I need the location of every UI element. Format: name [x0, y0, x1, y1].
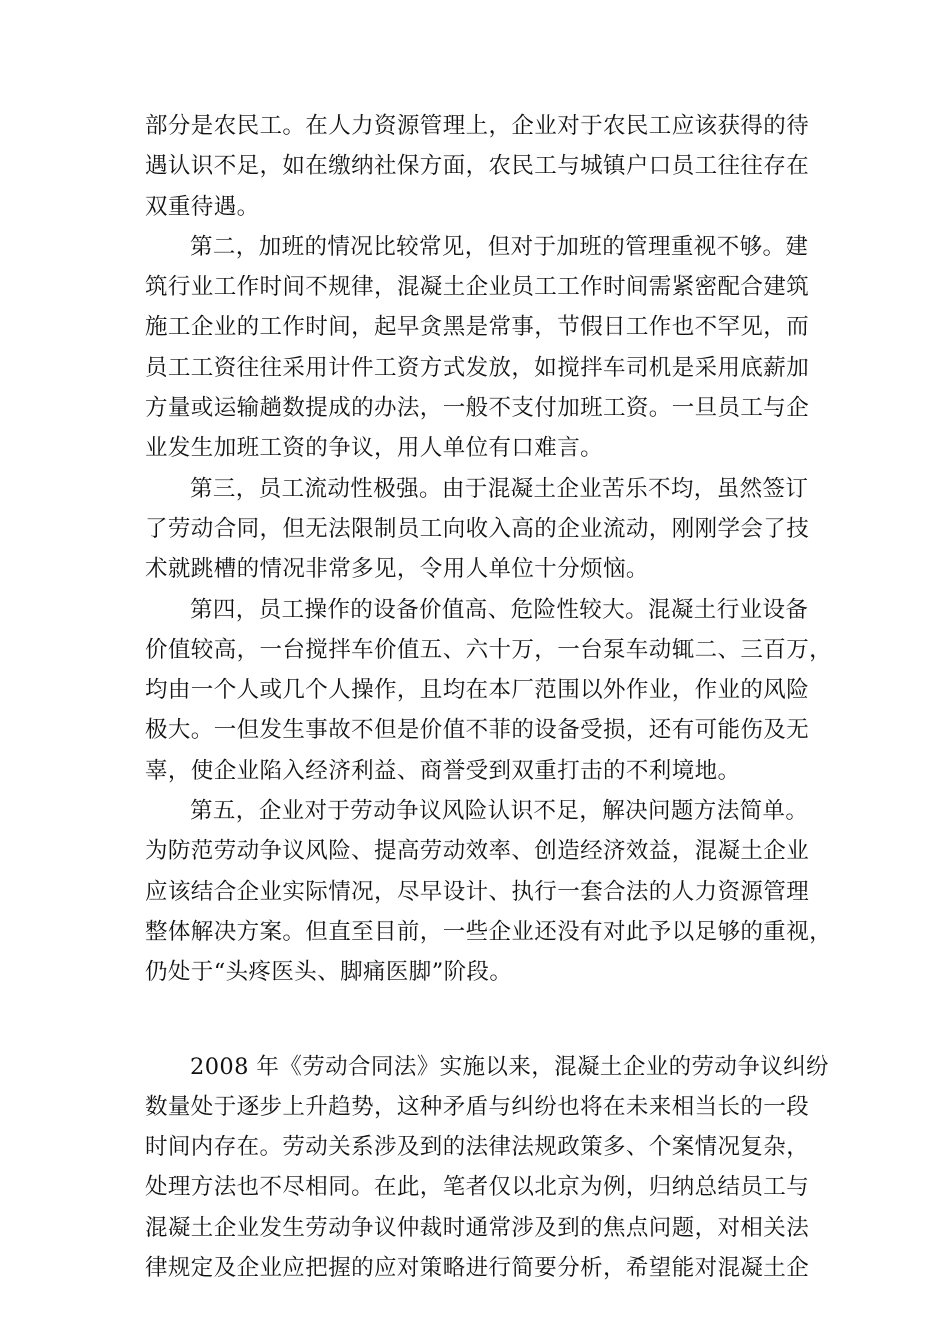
- text-line: 施工企业的工作时间，起早贪黑是常事，节假日工作也不罕见，而: [145, 314, 810, 341]
- text-line: 第二，加班的情况比较常见，但对于加班的管理重视不够。建: [190, 233, 809, 260]
- text-line: 为防范劳动争议风险、提高劳动效率、创造经济效益，混凝土企业: [145, 838, 810, 865]
- text-line: 业发生加班工资的争议，用人单位有口难言。: [145, 435, 604, 462]
- text-line: 第四，员工操作的设备价值高、危险性较大。混凝土行业设备: [190, 596, 809, 623]
- text-line: 部分是农民工。在人力资源管理上，企业对于农民工应该获得的待: [145, 113, 810, 139]
- document-body: [145, 106, 833, 1288]
- text-line: 了劳动合同，但无法限制员工向收入高的企业流动，刚刚学会了技: [145, 515, 810, 542]
- text-line: 2008 年《劳动合同法》实施以来，混凝土企业的劳动争议纠纷: [190, 1053, 829, 1080]
- paragraph-spacer: [145, 993, 811, 1047]
- paragraph: [145, 227, 811, 469]
- text-line: 整体解决方案。但直至目前，一些企业还没有对此予以足够的重视，: [145, 918, 833, 945]
- text-line: 方量或运输趟数提成的办法，一般不支付加班工资。一旦员工与企: [145, 395, 810, 422]
- text-line: 遇认识不足，如在缴纳社保方面，农民工与城镇户口员工往往存在: [145, 153, 810, 180]
- text-line: 时间内存在。劳动关系涉及到的法律法规政策多、个案情况复杂，: [145, 1134, 810, 1161]
- text-line: 第三，员工流动性极强。由于混凝土企业苦乐不均，虽然签订: [190, 475, 809, 502]
- text-line: 均由一个人或几个人操作，且均在本厂范围以外作业，作业的风险: [145, 677, 810, 704]
- text-line: 价值较高，一台搅拌车价值五、六十万，一台泵车动辄二、三百万，: [145, 636, 833, 663]
- text-line: 应该结合企业实际情况，尽早设计、执行一套合法的人力资源管理: [145, 878, 810, 905]
- text-line: 混凝土企业发生劳动争议仲裁时通常涉及到的焦点问题，对相关法: [145, 1214, 810, 1241]
- paragraph: [145, 1047, 829, 1289]
- paragraph: [145, 469, 811, 590]
- text-line: 处理方法也不尽相同。在此，笔者仅以北京为例，归纳总结员工与: [145, 1174, 810, 1201]
- text-line: 数量处于逐步上升趋势，这种矛盾与纠纷也将在未来相当长的一段: [145, 1093, 810, 1120]
- text-line: 筑行业工作时间不规律，混凝土企业员工工作时间需紧密配合建筑: [145, 274, 810, 301]
- text-line: 第五，企业对于劳动争议风险认识不足，解决问题方法简单。: [190, 798, 809, 825]
- text-line: 员工工资往往采用计件工资方式发放，如搅拌车司机是采用底薪加: [145, 354, 810, 381]
- paragraph: [145, 791, 833, 992]
- text-line: 律规定及企业应把握的应对策略进行简要分析，希望能对混凝土企: [145, 1255, 810, 1282]
- text-line: 术就跳槽的情况非常多见，令用人单位十分烦恼。: [145, 556, 649, 583]
- text-line: 辜，使企业陷入经济利益、商誉受到双重打击的不利境地。: [145, 757, 741, 784]
- paragraph: [145, 590, 833, 791]
- text-line: 极大。一但发生事故不但是价值不菲的设备受损，还有可能伤及无: [145, 717, 810, 744]
- text-line: 双重待遇。: [145, 193, 260, 220]
- paragraph: [145, 106, 811, 227]
- text-line: 仍处于“头疼医头、脚痛医脚”阶段。: [145, 959, 513, 986]
